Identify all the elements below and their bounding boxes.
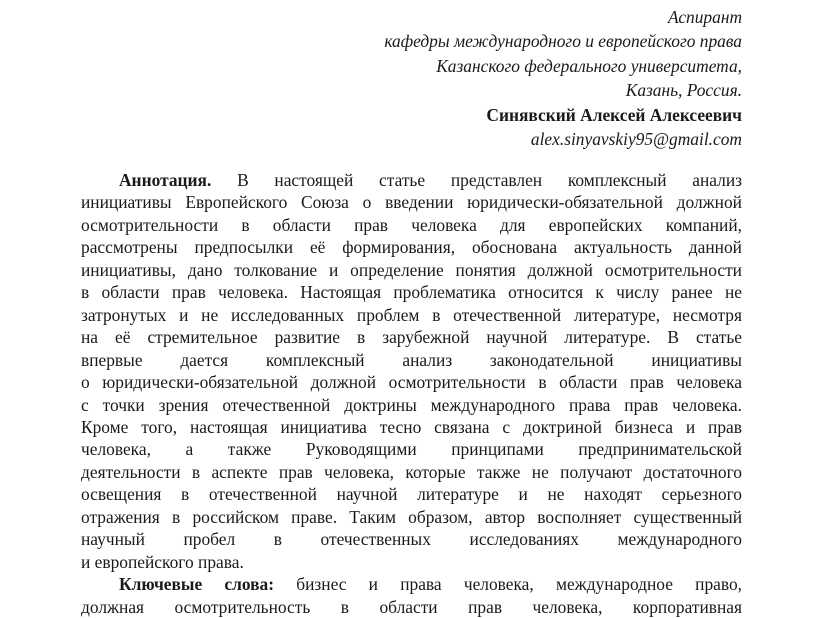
abstract-line: отражения в российском праве. Таким образом, автор восполняет существенный [81,506,742,527]
abstract-line: инициативы Европейского Союза о введении юридически-обязательной должной [81,192,742,213]
author-position: Аспирант [667,7,742,27]
abstract-line: человека, а также Руководящими принципами предпринимательской [81,439,742,460]
abstract-line: о юридически-обязательной должной осмотрительности в области прав человека [81,372,742,393]
abstract-line: инициативы, дано толкование и определение понятия должной осмотрительности [81,259,742,280]
keywords-line: Ключевые слова: бизнес и права человека, международное право, [119,574,742,595]
abstract-line: деятельности в аспекте прав человека, которые также не получают достаточного [81,461,742,482]
abstract-line: Аннотация. В настоящей статье представлен комплексный анализ [119,170,742,190]
author-department: кафедры международного и европейского права [384,31,742,52]
author-block [384,5,742,151]
abstract-line: в области прав человека. Настоящая проблематика относится к числу ранее не [81,282,742,303]
abstract-label: Аннотация. [119,170,212,190]
abstract-line: и европейского права. [81,551,244,572]
abstract-line: впервые дается комплексный анализ законодательной инициативы [81,349,742,370]
abstract-line: освещения в отечественной научной литературе и не находят серьезного [81,484,742,505]
abstract-line: научный пробел в отечественных исследованиях международного [81,529,742,550]
author-email[interactable]: alex.sinyavskiy95@gmail.com [530,129,742,150]
author-city: Казань, Россия. [625,80,742,101]
author-name: Синявский Алексей Алексеевич [486,104,742,125]
abstract-line: Кроме того, настоящая инициатива тесно связана с доктриной бизнеса и прав [81,416,742,437]
abstract-line: осмотрительности в области прав человека для европейских компаний, [81,214,742,235]
abstract-section [81,169,742,618]
keywords-label: Ключевые слова: [119,574,275,595]
abstract-line: с точки зрения отечественной доктрины международного права прав человека. [81,394,742,415]
abstract-line: затронутых и не исследованных проблем в отечественной литературе, несмотря [81,304,742,325]
author-university: Казанского федерального университета, [436,55,742,76]
abstract-line: на её стремительное развитие в зарубежной научной литературе. В статье [81,327,742,348]
abstract-line: рассмотрены предпосылки её формирования, обоснована актуальность данной [81,237,742,258]
keywords-line: должная осмотрительность в области прав человека, корпоративная [81,596,742,617]
